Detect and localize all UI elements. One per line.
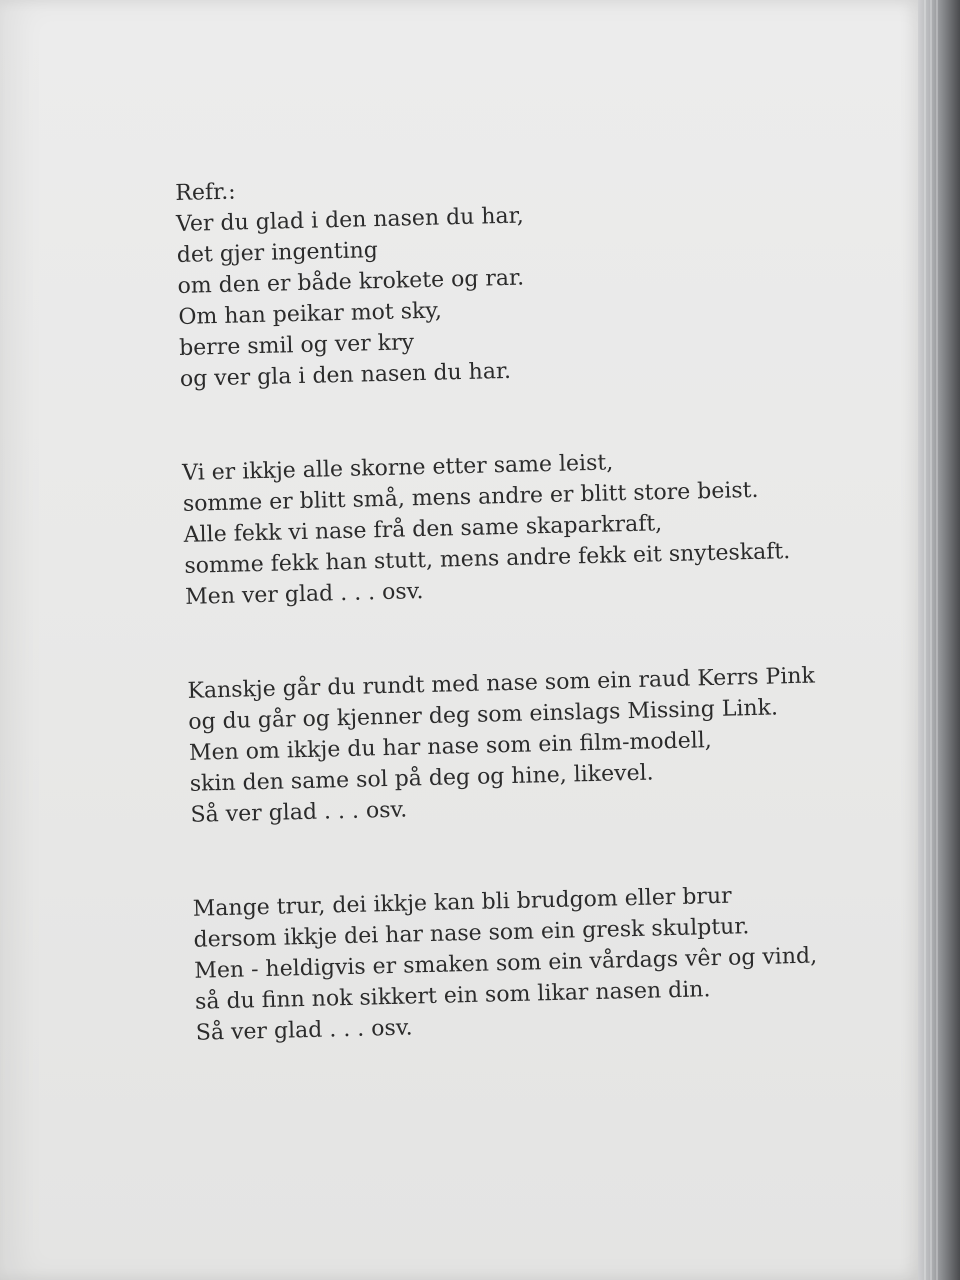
stanza-refrain — [175, 161, 880, 395]
text-line: somme fekk han stutt, mens andre fekk eit snyteskaft. — [184, 539, 791, 579]
text-line: og du går og kjenner deg som einslags Missing Link. — [187, 695, 779, 735]
text-line: Alle fekk vi nase frå den same skaparkraft, — [183, 511, 663, 548]
text-line: om den er både krokete og rar. — [177, 265, 525, 299]
book-page-edges — [918, 0, 960, 1280]
text-line: dersom ikkje dei har nase som ein gresk skulptur. — [193, 914, 750, 953]
text-line: så du finn nok sikkert ein som likar nasen din. — [194, 977, 711, 1015]
stanza-verse-1 — [182, 441, 886, 613]
refrain-reference: Så ver glad . . . osv. — [195, 1015, 413, 1046]
text-line: somme er blitt små, mens andre er blitt store beist. — [182, 477, 759, 517]
text-line: det gjer ingenting — [176, 238, 379, 268]
text-line: Mange trur, dei ikkje kan bli brudgom eller brur — [192, 883, 732, 922]
page-sheet-edge — [936, 0, 938, 1280]
refrain-heading: Refr.: — [175, 179, 236, 206]
text-line: Kanskje går du rundt med nase som ein raud Kerrs Pink — [187, 663, 816, 704]
stanza-verse-3 — [192, 877, 896, 1049]
page-sheet-edge — [930, 0, 932, 1280]
refrain-reference: Så ver glad . . . osv. — [190, 797, 408, 828]
text-line: Men om ikkje du har nase som ein film-modell, — [188, 728, 713, 766]
text-line: Men - heldigvis er smaken som ein vårdags vêr og vind, — [194, 943, 818, 984]
text-line: Vi er ikkje alle skorne etter same leist, — [181, 450, 614, 486]
text-line: og ver gla i den nasen du har. — [179, 358, 512, 392]
text-line: Ver du glad i den nasen du har, — [175, 203, 524, 237]
stanza-verse-2 — [187, 659, 891, 831]
song-text — [175, 161, 898, 1112]
page-sheet-edge — [924, 0, 926, 1280]
text-line: skin den same sol på deg og hine, likevel. — [189, 760, 654, 797]
text-line: berre smil og ver kry — [178, 330, 415, 361]
text-line: Om han peikar mot sky, — [178, 298, 443, 330]
refrain-reference: Men ver glad . . . osv. — [184, 579, 424, 610]
